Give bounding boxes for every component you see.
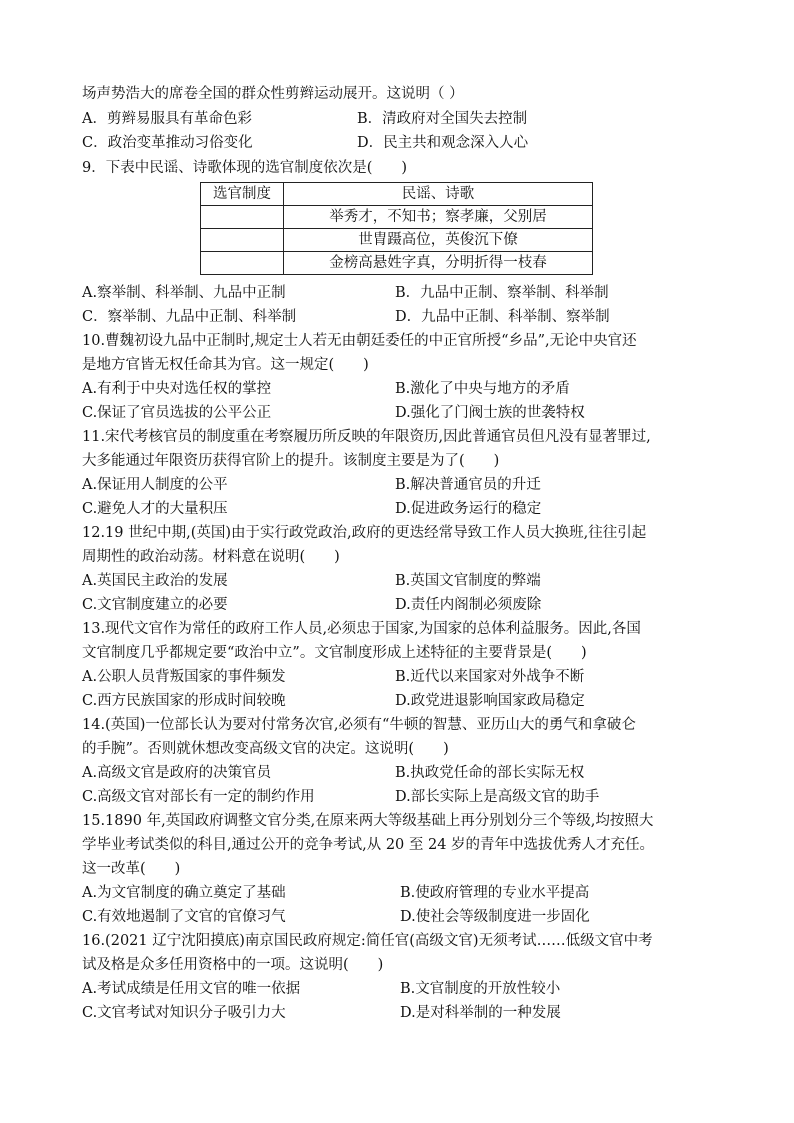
- q10-option-b: B.激化了中央与地方的矛盾: [395, 381, 570, 397]
- q15-stem-line3: 这一改革( ): [82, 861, 181, 877]
- q14-option-d: D.部长实际上是高级文官的助手: [395, 789, 600, 805]
- q11-stem-line2: 大多能通过年限资历获得官阶上的提升。该制度主要是为了( ): [82, 453, 500, 469]
- q14-option-b: B.执政党任命的部长实际无权: [395, 765, 585, 781]
- q13-stem-line1: 13.现代文官作为常任的政府工作人员,必须忠于国家,为国家的总体利益服务。因此,各国: [82, 621, 641, 637]
- q12-option-d: D.责任内阁制必须废除: [395, 597, 542, 613]
- q9-option-c: C．察举制、九品中正制、科举制: [82, 309, 297, 325]
- q15-option-a: A.为文官制度的确立奠定了基础: [82, 885, 286, 901]
- q10-stem-line1: 10.曹魏初设九品中正制时,规定士人若无由朝廷委任的中正官所授“乡品”,无论中央官还: [82, 333, 637, 349]
- q8-option-a: A．剪辫易服具有革命色彩: [82, 111, 252, 127]
- table-cell: 举秀才，不知书；察孝廉，父别居: [284, 206, 593, 229]
- q15-option-b: B.使政府管理的专业水平提高: [400, 885, 590, 901]
- q12-stem-line1: 12.19 世纪中期,(英国)由于实行政党政治,政府的更迭经常导致工作人员大换班,往往引起: [82, 525, 647, 541]
- q13-option-d: D.政党进退影响国家政局稳定: [395, 693, 585, 709]
- table-row: [201, 252, 593, 275]
- q8-stem: 场声势浩大的席卷全国的群众性剪辫运动展开。这说明（ ）: [82, 86, 464, 102]
- q14-stem-line1: 14.(英国)一位部长认为要对付常务次官,必须有“牛顿的智慧、亚历山大的勇气和拿破仑: [82, 717, 636, 733]
- q9-option-a: A.察举制、科举制、九品中正制: [82, 285, 286, 301]
- q16-option-b: B.文官制度的开放性较小: [400, 981, 561, 997]
- q10-stem-line2: 是地方官皆无权任命其为官。这一规定( ): [82, 357, 369, 373]
- q14-stem-line2: 的手腕”。否则就休想改变高级文官的决定。这说明( ): [82, 741, 449, 757]
- q13-option-b: B.近代以来国家对外战争不断: [395, 669, 585, 685]
- q13-option-c: C.西方民族国家的形成时间较晚: [82, 693, 286, 709]
- table-header-cell: 选官制度: [201, 183, 284, 206]
- q12-option-c: C.文官制度建立的必要: [82, 597, 228, 613]
- q13-stem-line2: 文官制度几乎都规定要“政治中立”。文官制度形成上述特征的主要背景是( ): [82, 645, 587, 661]
- q13-option-a: A.公职人员背叛国家的事件频发: [82, 669, 286, 685]
- q11-stem-line1: 11.宋代考核官员的制度重在考察履历所反映的年限资历,因此普通官员但凡没有显著罪过,: [82, 429, 651, 445]
- table-header-row: [201, 183, 593, 206]
- q9-option-d: D．九品中正制、科举制、察举制: [395, 309, 610, 325]
- q9-option-b: B．九品中正制、察举制、科举制: [395, 285, 609, 301]
- table-row: [201, 206, 593, 229]
- q11-option-b: B.解决普通官员的升迁: [395, 477, 541, 493]
- q11-option-c: C.避免人才的大量积压: [82, 501, 228, 517]
- q10-option-a: A.有利于中央对选任权的掌控: [82, 381, 272, 397]
- q14-option-a: A.高级文官是政府的决策官员: [82, 765, 272, 781]
- q8-option-b: B．清政府对全国失去控制: [357, 111, 528, 127]
- table-cell: [201, 206, 284, 229]
- q12-option-b: B.英国文官制度的弊端: [395, 573, 541, 589]
- q12-option-a: A.英国民主政治的发展: [82, 573, 228, 589]
- q15-stem-line1: 15.1890 年,英国政府调整文官分类,在原来两大等级基础上再分别划分三个等级,均按照大: [82, 813, 654, 829]
- q15-option-c: C.有效地遏制了文官的官僚习气: [82, 909, 286, 925]
- q10-option-d: D.强化了门阀士族的世袭特权: [395, 405, 585, 421]
- table-cell: [201, 252, 284, 275]
- q16-stem-line1: 16.(2021 辽宁沈阳摸底)南京国民政府规定:简任官(高级文官)无须考试……低级文官中考: [82, 933, 653, 949]
- q15-stem-line2: 学毕业考试类似的科目,通过公开的竞争考试,从 20 至 24 岁的青年中选拔优秀人才充任。: [82, 837, 655, 853]
- table-row: [201, 229, 593, 252]
- q11-option-a: A.保证用人制度的公平: [82, 477, 228, 493]
- q11-option-d: D.促进政务运行的稳定: [395, 501, 542, 517]
- q9-stem: 9．下表中民谣、诗歌体现的选官制度依次是( ): [82, 160, 408, 176]
- q16-stem-line2: 试及格是众多任用资格中的一项。这说明( ): [82, 957, 384, 973]
- q12-stem-line2: 周期性的政治动荡。材料意在说明( ): [82, 549, 340, 565]
- table-cell: 世胄蹑高位，英俊沉下僚: [284, 229, 593, 252]
- table-header-cell: 民谣、诗歌: [284, 183, 593, 206]
- q10-option-c: C.保证了官员选拔的公平公正: [82, 405, 272, 421]
- q15-option-d: D.使社会等级制度进一步固化: [400, 909, 590, 925]
- table-cell: 金榜高悬姓字真，分明折得一枝春: [284, 252, 593, 275]
- q8-option-c: C．政治变革推动习俗变化: [82, 135, 253, 151]
- q16-option-c: C.文官考试对知识分子吸引力大: [82, 1005, 286, 1021]
- q16-option-d: D.是对科举制的一种发展: [400, 1005, 561, 1021]
- q8-option-d: D．民主共和观念深入人心: [357, 135, 529, 151]
- q16-option-a: A.考试成绩是任用文官的唯一依据: [82, 981, 301, 997]
- q9-table: [200, 182, 593, 275]
- table-cell: [201, 229, 284, 252]
- q14-option-c: C.高级文官对部长有一定的制约作用: [82, 789, 315, 805]
